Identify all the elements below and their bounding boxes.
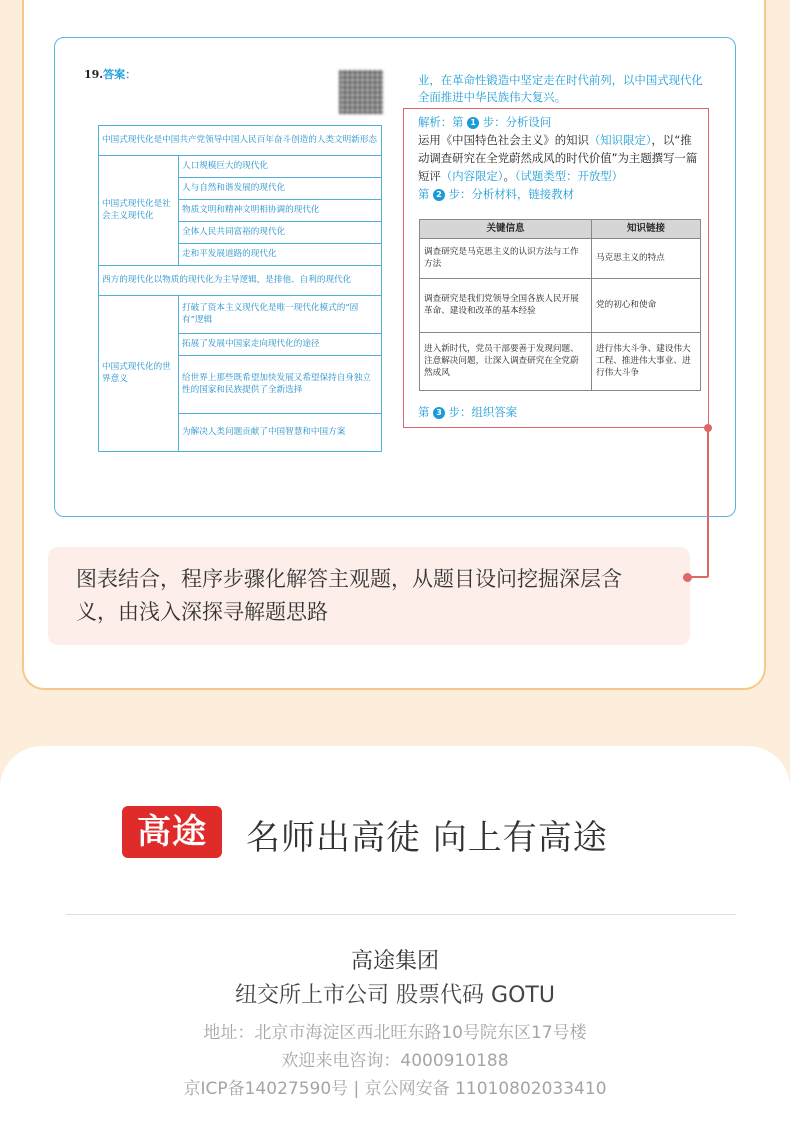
stock-listing: 纽交所上市公司 股票代码 GOTU (235, 983, 555, 1008)
analysis-box (403, 108, 709, 428)
step-2-heading: 第 2 步：分析材料，链接教材 (418, 187, 574, 201)
group-item: 拓展了发展中国家走向现代化的途径 (179, 334, 382, 356)
qr-code-image (339, 70, 383, 114)
step-3-heading: 第 3 步：组织答案 (418, 405, 518, 419)
group-item: 给世界上那些既希望加快发展又希望保持自身独立性的国家和民族提供了全新选择 (179, 356, 382, 414)
step-number-badge: 3 (433, 407, 445, 419)
answer-continuation: 业，在革命性锻造中坚定走在时代前列，以中国式现代化全面推进中华民族伟大复兴。 (418, 73, 703, 104)
group-item: 物质文明和精神文明相协调的现代化 (179, 200, 382, 222)
connector-line (690, 576, 708, 578)
group-item: 打破了资本主义现代化是唯一现代化模式的“固有”逻辑 (179, 296, 382, 334)
table-header: 关键信息 (420, 220, 592, 239)
table-row: 进入新时代，党员干部要善于发现问题、注意解决问题，让深入调查研究在全党蔚然成风 进行伟大斗争、建设伟大工程、推进伟大事业、进行伟大斗争 (420, 332, 701, 390)
answer-label: 答案： (103, 68, 137, 81)
answer-table (98, 125, 382, 452)
question-number: 19. (84, 68, 104, 81)
callout-text: 图表结合，程序步骤化解答主观题，从题目设问挖掘深层含义，由浅入深探寻解题思路 (76, 567, 622, 624)
group-item: 人与自然和谐发展的现代化 (179, 178, 382, 200)
group-item: 人口规模巨大的现代化 (179, 156, 382, 178)
callout-box (48, 547, 690, 645)
gaotu-logo: 高途 (122, 806, 222, 858)
connector-line (707, 428, 709, 577)
step-1-body: 运用《中国特色社会主义》的知识（知识限定），以“推动调查研究在全党蔚然成风的时代价值”为主题撰写一篇短评（内容限定）。（试题类型：开放型） (418, 133, 698, 183)
step-number-badge: 2 (433, 189, 445, 201)
question-header (84, 66, 136, 82)
footer-divider (66, 914, 736, 915)
group-item: 为解决人类问题贡献了中国智慧和中国方案 (179, 414, 382, 452)
company-address: 地址：北京市海淀区西北旺东路10号院东区17号楼 (203, 1023, 587, 1043)
group-label: 中国式现代化的世界意义 (99, 296, 179, 452)
group-label: 中国式现代化是社会主义现代化 (99, 156, 179, 266)
company-name: 高途集团 (350, 949, 439, 974)
table-header: 知识链接 (592, 220, 701, 239)
connector-dot (683, 573, 692, 582)
step-1-heading: 解析：第 1 步：分析设问 (418, 115, 552, 129)
contact-phone: 欢迎来电咨询：4000910188 (281, 1051, 509, 1071)
table-row: 调查研究是马克思主义的认识方法与工作方法 马克思主义的特点 (420, 238, 701, 278)
group-item: 走和平发展道路的现代化 (179, 244, 382, 266)
answer-table-row: 西方的现代化以物质的现代化为主导逻辑，是排他、自利的现代化 (99, 266, 382, 296)
analysis-text (418, 113, 700, 203)
key-info-table (419, 219, 701, 391)
group-item: 全体人民共同富裕的现代化 (179, 222, 382, 244)
table-row: 调查研究是我们党领导全国各族人民开展革命、建设和改革的基本经验 党的初心和使命 (420, 278, 701, 332)
icp-license: 京ICP备14027590号 | 京公网安备 11010802033410 (183, 1079, 607, 1099)
brand-slogan: 名师出高徒 向上有高途 (246, 818, 608, 858)
step-number-badge: 1 (467, 117, 479, 129)
answer-table-row: 中国式现代化是中国共产党领导中国人民百年奋斗创造的人类文明新形态 (99, 126, 382, 156)
